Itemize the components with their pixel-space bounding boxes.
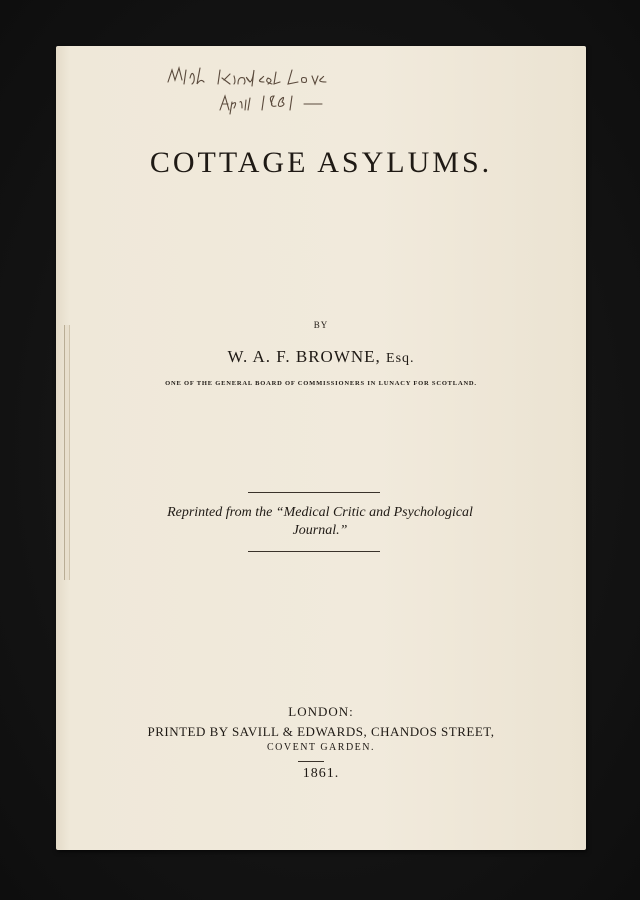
imprint-rule [298, 761, 324, 762]
by-line: BY [313, 320, 329, 330]
imprint-printer: PRINTED BY SAVILL & EDWARDS, CHANDOS STREET, [147, 724, 495, 739]
imprint-locale: COVENT GARDEN. [266, 742, 376, 753]
inscription-line-2: April 1861 — [164, 64, 170, 65]
reprint-note [120, 504, 520, 540]
divider-top [248, 492, 380, 493]
page-title: COTTAGE ASYLUMS. [149, 146, 493, 179]
reprint-line-2: Journal.” [292, 523, 348, 538]
imprint-year: 1861. [302, 766, 340, 781]
author-suffix: Esq. [386, 351, 415, 366]
handwritten-inscription [160, 60, 400, 120]
reprint-line-1: Reprinted from the “Medical Critic and Psychological [167, 505, 473, 520]
imprint-city: LONDON: [288, 704, 354, 719]
author-name [56, 347, 586, 367]
inscription-line-1: With kindest Love [164, 62, 172, 63]
author-name-text: W. A. F. BROWNE, [227, 347, 381, 366]
divider-bottom [248, 551, 380, 552]
author-office: ONE OF THE GENERAL BOARD OF COMMISSIONERS IN LUNACY FOR SCOTLAND. [165, 380, 477, 387]
